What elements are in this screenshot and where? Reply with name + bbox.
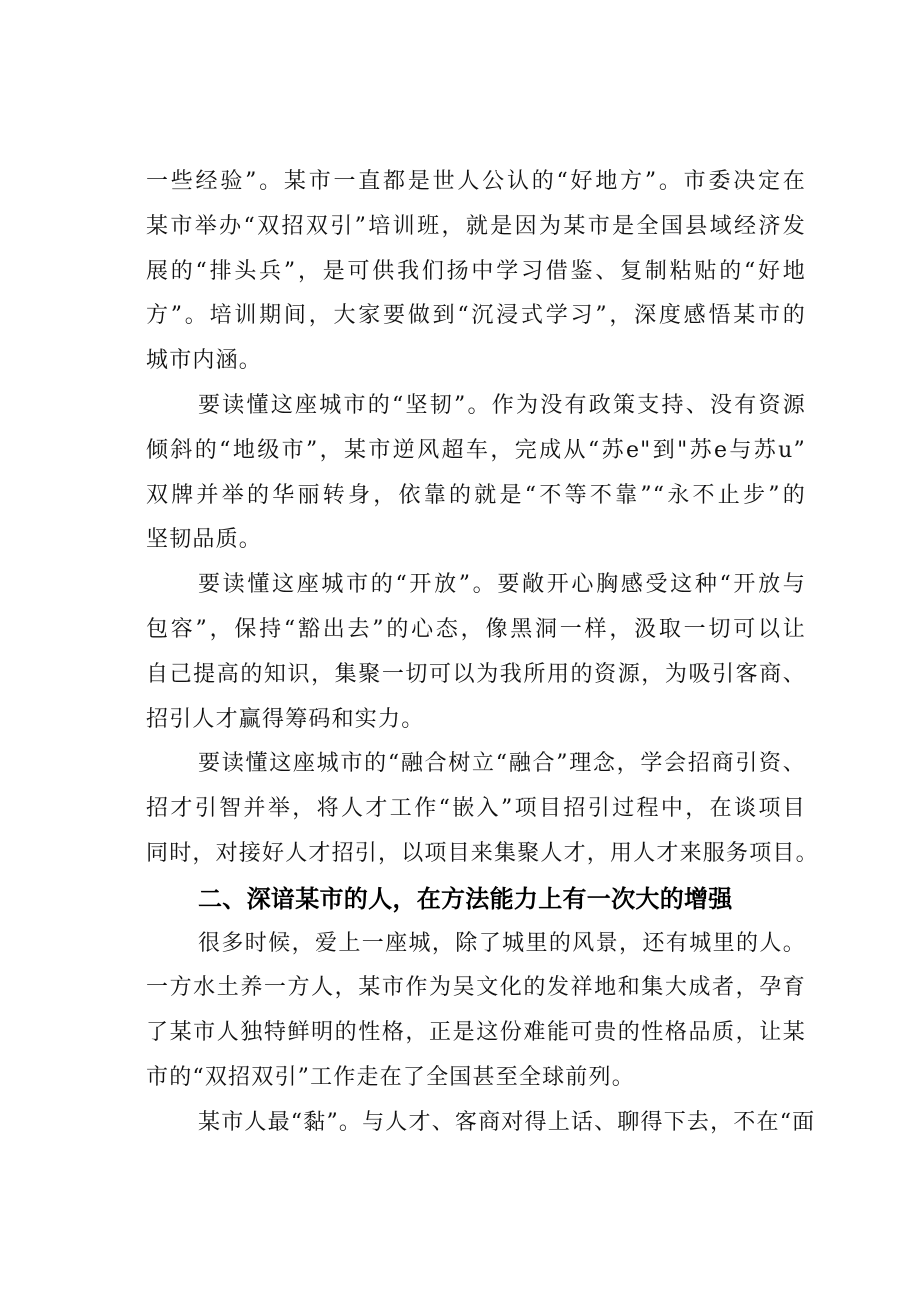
paragraph-line: 要读懂这座城市的“坚韧”。作为没有政策支持、没有资源 [198,392,806,418]
paragraph-line: 很多时候，爱上一座城，除了城里的风景，还有城里的人。 [198,930,806,956]
paragraph-line: 包容”，保持“豁出去”的心态，像黑洞一样，汲取一切可以让 [146,616,806,642]
section-heading: 二、深谙某市的人，在方法能力上有一次大的增强 [198,884,733,913]
paragraph-line: 坚韧品质。 [146,527,263,553]
paragraph-line: 某市人最“黏”。与人才、客商对得上话、聊得下去，不在“面 [198,1109,816,1135]
paragraph-line: 展的“排头兵”，是可供我们扬中学习借鉴、复制粘贴的“好地 [146,258,806,284]
document-body [146,160,819,1146]
paragraph-line: 一方水土养一方人，某市作为吴文化的发祥地和集大成者，孕育 [146,975,806,1001]
paragraph-line: 城市内涵。 [146,348,263,374]
paragraph-line: 双牌并举的华丽转身，依靠的就是“不等不靠”“永不止步”的 [146,482,806,508]
paragraph-line: 了某市人独特鲜明的性格，正是这份难能可贵的性格品质，让某 [146,1020,806,1046]
paragraph-line: 一些经验”。某市一直都是世人公认的“好地方”。市委决定在 [146,169,806,194]
paragraph-line: 招引人才赢得筹码和实力。 [146,706,425,732]
paragraph-line: 某市举办“双招双引”培训班，就是因为某市是全国县域经济发 [146,213,806,239]
paragraph-line: 要读懂这座城市的“开放”。要敞开心胸感受这种“开放与 [198,572,806,598]
paragraph-line: 要读懂这座城市的“融合树立“融合”理念，学会招商引资、 [198,751,806,777]
paragraph-line: 自己提高的知识，集聚一切可以为我所用的资源，为吸引客商、 [146,661,806,687]
paragraph-line: 市的“双招双引”工作走在了全国甚至全球前列。 [146,1064,635,1090]
paragraph-line: 倾斜的“地级市”，某市逆风超车，完成从“苏e"到"苏e与苏u” [146,437,806,463]
paragraph-line: 同时，对接好人才招引，以项目来集聚人才，用人才来服务项目。 [146,840,819,866]
paragraph-line: 方”。培训期间，大家要做到“沉浸式学习”，深度感悟某市的 [146,303,806,329]
paragraph-line: 招才引智并举，将人才工作“嵌入”项目招引过程中，在谈项目 [146,796,806,822]
